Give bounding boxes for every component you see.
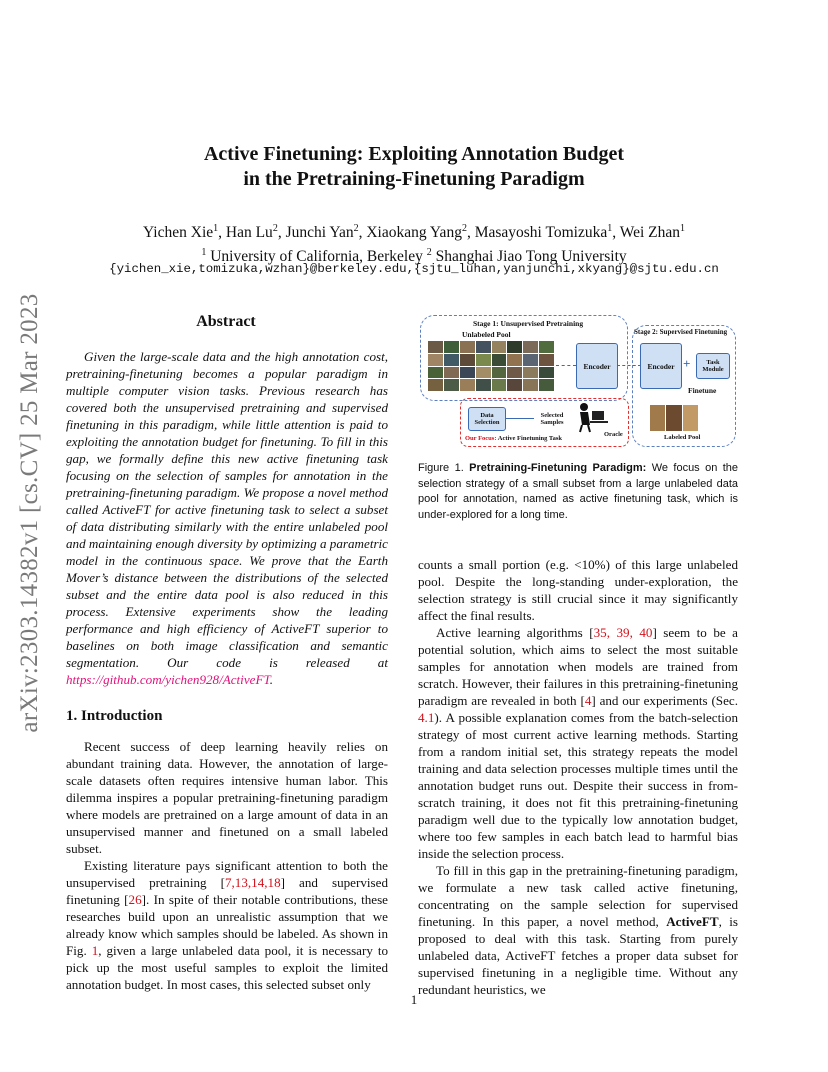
encoder-block-stage2: Encoder (640, 343, 682, 389)
author-name: Wei Zhan (619, 224, 681, 242)
author-name: Han Lu (225, 224, 273, 242)
page-number: 1 (410, 992, 418, 1007)
title-line-2: in the Pretraining-Finetuning Paradigm (243, 168, 585, 190)
figure-1-caption: Figure 1. Pretraining-Finetuning Paradigm: We focus on the selection strategy of a small subset from a large unlabeled data pool for annotation, named as active finetuning task, which is under-explored for a long time. (418, 462, 738, 521)
arxiv-side-label (14, 268, 46, 758)
paragraph: To fill in this gap in the pretraining-finetuning paradigm, we formulate a new task called active finetuning, concentrating on the sample selection for supervised finetuning. In this paper, a novel method, ActiveFT, is proposed to deal with this task. Starting from purely unlabeled data, ActiveFT fetches a proper data subset for supervised finetuning in a negligible time. Without any redundant heuristics, we (418, 863, 738, 997)
citation-link[interactable]: 26 (128, 892, 142, 907)
oracle-label: Oracle (604, 431, 623, 438)
author-block (100, 219, 728, 267)
paragraph: Active learning algorithms [35, 39, 40] seem to be a potential solution, which aims to select the most suitable samples for annotation when models are trained from scratch. However, their failures in this pretraining-finetuning paradigm are revealed in both [4] and our experiments (Sec. 4.1). A possible explanation comes from the batch-selection strategy of most current active learning methods. Starting from a random initial set, this strategy repeats the model training and data selection processes multiple times until the annotation budget runs out. Despite their success in from-scratch training, it does not fit this pretraining-finetuning paradigm well due to the typically low annotation budget, where too few samples in each batch lead to harmful bias inside the selection process. (418, 625, 738, 861)
paragraph: Recent success of deep learning heavily relies on abundant training data. However, the annotation of large-scale datasets often requires intensive human labor. This dilemma inspires a popular pretraining-finetuning paradigm where models are pretrained on a large amount of data in an unsupervised manner and finetuned on a small labeled subset. (66, 739, 388, 856)
author-name: Masayoshi Tomizuka (474, 224, 608, 242)
figure-1 (418, 313, 736, 448)
stage2-label: Stage 2: Supervised Finetuning (634, 328, 728, 336)
labeled-pool-images (650, 405, 698, 431)
arxiv-identifier: arXiv:2303.14382v1 [cs.CV] 25 Mar 2023 (16, 293, 43, 733)
right-column-body (418, 556, 738, 998)
title-line-1: Active Finetuning: Exploiting Annotation Budget (203, 143, 625, 165)
oracle-person-icon (574, 401, 610, 433)
task-module-block: Task Module (696, 353, 730, 379)
arrow (506, 418, 534, 419)
abstract-body: Given the large-scale data and the high annotation cost, pretraining-finetuning becomes a popular paradigm in multiple computer vision tasks. Previous research has covered both the unsupervised pretraining and supervised finetuning in this paradigm, while little attention is paid to exploiting the annotation budget for finetuning. To fill in this gap, we formally define this new active finetuning task focusing on the selection of samples for annotation in the pretraining-finetuning paradigm. We propose a novel method called ActiveFT for active finetuning task to select a subset of data distributing similarly with the entire unlabeled pool and maintaining enough diversity by optimizing a parametric model in the continuous space. We prove that the Earth Mover’s distance between the distributions of the selected subset and the entire data pool is also reduced in this process. Extensive experiments show the leading performance and high efficiency of ActiveFT superior to baselines on both image classification and semantic segmentation. Our code is released at https://github.com/yichen928/ActiveFT. (66, 349, 388, 687)
citation-link[interactable]: 7,13,14,18 (224, 875, 281, 890)
author-emails: {yichen_xie,tomizuka,wzhan}@berkeley.edu,{sjtu_luhan,yanjunchi,xkyang}@sjtu.edu.cn (109, 262, 719, 276)
author-name: Yichen Xie (142, 224, 214, 242)
author-name: Junchi Yan (285, 224, 354, 242)
section-ref-link[interactable]: 4.1 (418, 710, 435, 725)
figure-ref-link[interactable]: 1 (91, 943, 99, 958)
affiliations: $^1$ University of California, Berkeley $^2$ Shanghai Jiao Tong University (201, 247, 627, 266)
arrow (617, 365, 641, 366)
unlabeled-pool-label: Unlabeled Pool (462, 330, 511, 339)
author-name: Xiaokang Yang (366, 224, 462, 242)
paragraph: counts a small portion (e.g. <10%) of this large unlabeled pool. Despite the long-standing under-exploration, the selection strategy is still crucial since it may significantly affect the final results. (418, 557, 738, 623)
plus-icon: + (683, 356, 691, 371)
citation-link[interactable]: 35, 39, 40 (593, 625, 653, 640)
introduction-body (66, 738, 388, 993)
paragraph: Existing literature pays significant attention to both the unsupervised pretraining [7,13,14,18] and supervised finetuning [26]. In spite of their notable contributions, these researches build upon an unrealistic assumption that we already know which samples should be labeled. As shown in Fig. 1, given a large unlabeled data pool, it is necessary to pick up the most useful samples to exploit the limited annotation budget. In most cases, this selected subset only (66, 858, 389, 992)
author-list: Yichen Xie$^1$, Han Lu$^2$, Junchi Yan$^2$, Xiaokang Yang$^2$, Masayoshi Tomizuka$^1$, Wei Zhan$^1$ (142, 223, 686, 242)
selected-samples-label: Selected Samples (540, 412, 564, 426)
abstract-heading: Abstract (196, 313, 256, 330)
stage1-label: Stage 1: Unsupervised Pretraining (473, 319, 584, 328)
focus-label: Our Focus: Active Finetuning Task (465, 435, 563, 442)
arrow (556, 365, 576, 366)
code-link[interactable]: https://github.com/yichen928/ActiveFT (66, 672, 270, 687)
encoder-block-stage1: Encoder (576, 343, 618, 389)
labeled-pool-label: Labeled Pool (664, 434, 701, 441)
paper-title (120, 142, 708, 192)
citation-link[interactable]: 4 (584, 693, 592, 708)
data-selection-block: Data Selection (468, 407, 506, 431)
section-heading-introduction: 1. Introduction (66, 708, 163, 724)
finetune-label: Finetune (688, 386, 717, 395)
unlabeled-pool-image-grid (428, 341, 554, 391)
